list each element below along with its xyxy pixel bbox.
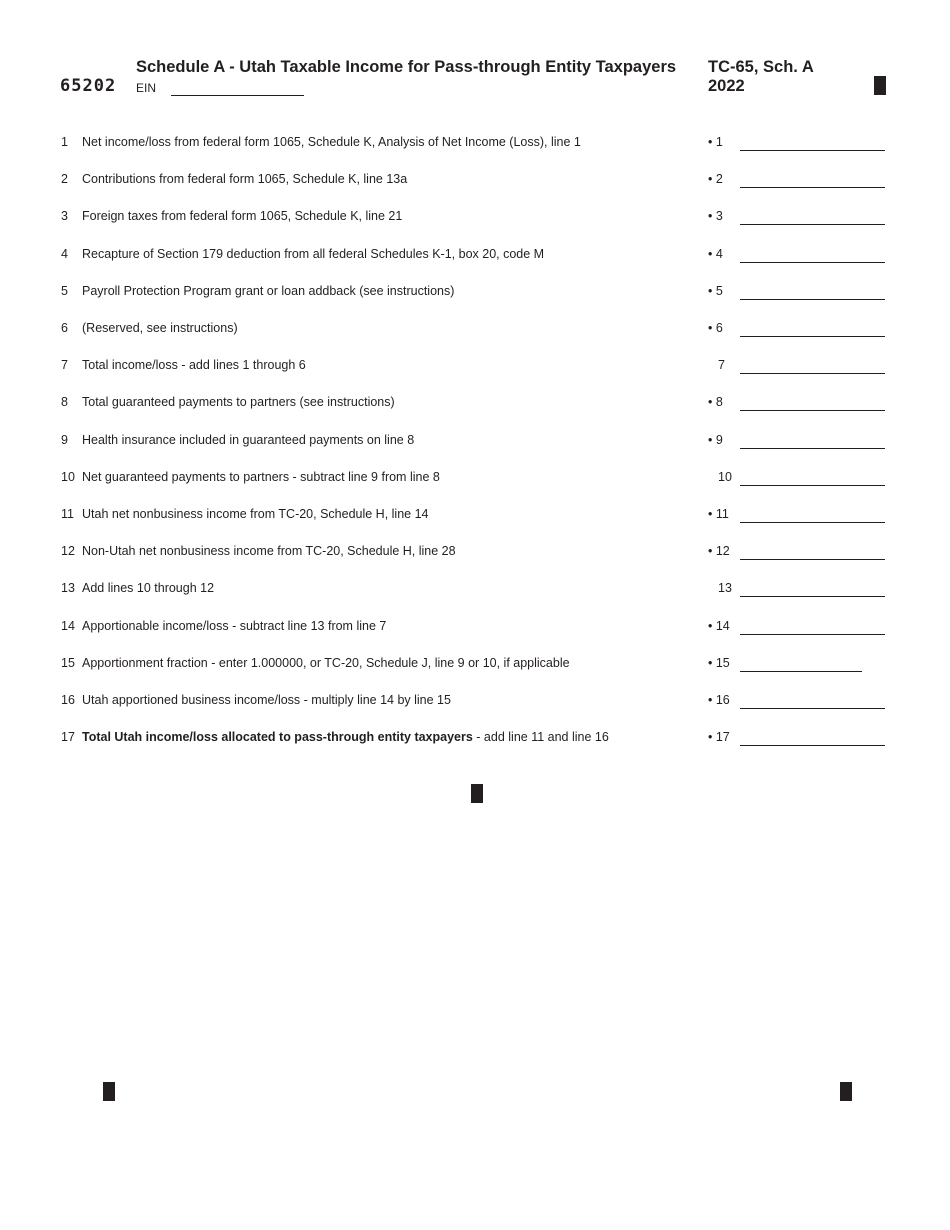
line-reference: • 17 [708, 730, 730, 745]
line-number: 14 [61, 618, 75, 633]
form-line-8 [0, 393, 950, 413]
line-1-input[interactable] [740, 133, 885, 151]
line-description: Recapture of Section 179 deduction from all federal Schedules K-1, box 20, code M [82, 246, 545, 261]
form-line-1 [0, 133, 950, 153]
line-reference: • 3 [708, 209, 723, 224]
line-number: 13 [61, 581, 75, 596]
line-number: 16 [61, 693, 75, 707]
line-reference: • 4 [708, 246, 723, 261]
line-description: Total guaranteed payments to partners (see instructions) [82, 395, 395, 410]
form-line-16 [0, 691, 950, 711]
line-4-input[interactable] [740, 245, 885, 263]
registration-mark [471, 784, 483, 803]
line-reference: • 12 [708, 544, 730, 559]
form-identifier [708, 58, 814, 96]
line-number: 1 [61, 135, 68, 149]
form-line-7 [0, 356, 950, 376]
line-reference: • 2 [708, 172, 723, 187]
line-14-input[interactable] [740, 617, 885, 635]
ein-input[interactable] [171, 81, 304, 96]
line-12-input[interactable] [740, 542, 885, 560]
line-description: Health insurance included in guaranteed payments on line 8 [82, 432, 415, 447]
line-6-input[interactable] [740, 319, 885, 337]
line-5-input[interactable] [740, 282, 885, 300]
line-description: Add lines 10 through 12 [82, 581, 215, 596]
page-title: Schedule A - Utah Taxable Income for Pass-through Entity Taxpayers [136, 58, 677, 76]
line-reference: 7 [718, 358, 725, 373]
line-8-input[interactable] [740, 393, 885, 411]
form-line-2 [0, 170, 950, 190]
form-year: 2022 [708, 77, 745, 95]
line-description-rest: - add line 11 and line 16 [472, 730, 609, 745]
form-line-10 [0, 468, 950, 488]
line-reference: • 6 [708, 321, 723, 335]
line-reference: • 5 [708, 283, 723, 298]
line-13-input[interactable] [740, 579, 885, 597]
line-number: 7 [61, 358, 68, 373]
line-number: 6 [61, 321, 68, 335]
line-reference: • 1 [708, 135, 723, 149]
line-number: 12 [61, 544, 75, 559]
line-reference: • 8 [708, 395, 723, 410]
line-10-input[interactable] [740, 468, 885, 486]
registration-mark [103, 1082, 115, 1101]
form-line-17 [0, 728, 950, 748]
line-description: Utah apportioned business income/loss - multiply line 14 by line 15 [82, 693, 451, 707]
line-number: 3 [61, 209, 68, 224]
line-description: Apportionable income/loss - subtract line 13 from line 7 [82, 618, 387, 633]
line-11-input[interactable] [740, 505, 885, 523]
form-line-11 [0, 505, 950, 525]
form-line-6 [0, 319, 950, 339]
line-number: 9 [61, 432, 68, 447]
line-3-input[interactable] [740, 207, 885, 225]
form-line-13 [0, 579, 950, 599]
line-reference: • 11 [708, 507, 729, 521]
line-number: 15 [61, 655, 75, 670]
line-9-input[interactable] [740, 431, 885, 449]
line-description: Net guaranteed payments to partners - subtract line 9 from line 8 [82, 469, 440, 484]
line-7-input[interactable] [740, 356, 885, 374]
line-number: 8 [61, 395, 68, 410]
line-number: 17 [61, 730, 75, 745]
line-number: 11 [61, 507, 74, 521]
form-code: 65202 [60, 76, 117, 96]
line-17-input[interactable] [740, 728, 885, 746]
line-description: Utah net nonbusiness income from TC-20, Schedule H, line 14 [82, 507, 429, 521]
line-reference: • 9 [708, 432, 723, 447]
line-description [82, 730, 609, 744]
line-reference: 10 [718, 469, 732, 484]
line-description-bold: Total Utah income/loss allocated to pass-through entity taxpayers [82, 730, 473, 745]
line-number: 10 [61, 469, 75, 484]
line-reference: • 15 [708, 655, 730, 670]
line-description: (Reserved, see instructions) [82, 321, 238, 335]
line-reference: • 14 [708, 618, 730, 633]
form-line-3 [0, 207, 950, 227]
line-reference: 13 [718, 581, 732, 596]
line-description: Contributions from federal form 1065, Schedule K, line 13a [82, 172, 408, 187]
line-number: 4 [61, 246, 68, 261]
line-15-input[interactable] [740, 654, 862, 672]
line-description: Net income/loss from federal form 1065, Schedule K, Analysis of Net Income (Loss), line 1 [82, 135, 581, 149]
form-line-4 [0, 245, 950, 265]
registration-mark [840, 1082, 852, 1101]
line-number: 2 [61, 172, 68, 187]
line-description: Foreign taxes from federal form 1065, Schedule K, line 21 [82, 209, 403, 224]
form-line-15 [0, 654, 950, 674]
form-id-label: TC-65, Sch. A [708, 58, 814, 76]
line-16-input[interactable] [740, 691, 885, 709]
line-description: Non-Utah net nonbusiness income from TC-20, Schedule H, line 28 [82, 544, 456, 559]
line-number: 5 [61, 283, 68, 298]
line-description: Payroll Protection Program grant or loan addback (see instructions) [82, 283, 455, 298]
line-description: Total income/loss - add lines 1 through 6 [82, 358, 306, 373]
ein-label: EIN [136, 81, 157, 95]
form-line-14 [0, 617, 950, 637]
form-line-12 [0, 542, 950, 562]
registration-mark [874, 76, 886, 95]
form-line-5 [0, 282, 950, 302]
line-2-input[interactable] [740, 170, 885, 188]
line-description: Apportionment fraction - enter 1.000000, or TC-20, Schedule J, line 9 or 10, if applicable [82, 655, 570, 670]
line-reference: • 16 [708, 693, 730, 707]
form-line-9 [0, 431, 950, 451]
